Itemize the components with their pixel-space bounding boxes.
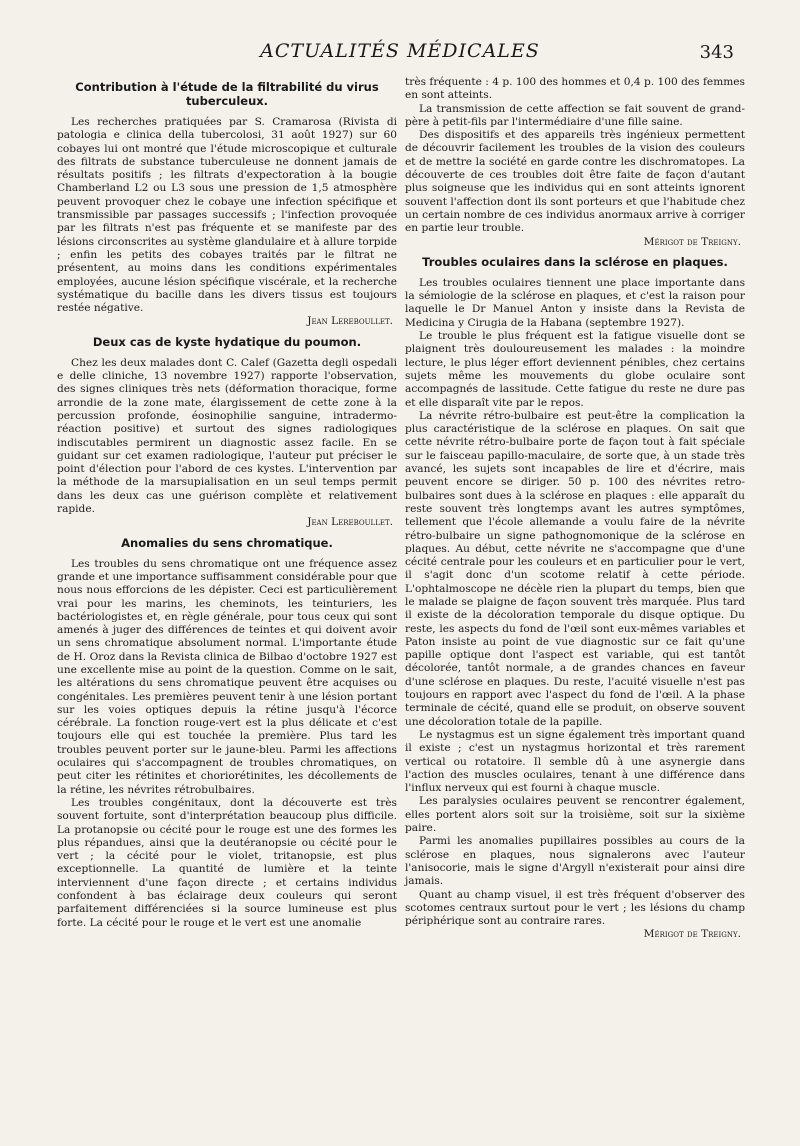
article-paragraph: La transmission de cette affection se fait souvent de grand-père à petit-fils par l'intermédiaire d'une fille saine. — [405, 102, 745, 128]
article-title: Anomalies du sens chromatique. — [121, 535, 333, 550]
article-paragraph: Des dispositifs et des appareils très ingénieux permettent de découvrir facilement les troubles de la vision des couleurs et de mettre la société en garde contre les dischromatopes. La découverte de ces troubles doit être faite de façon d'autant plus soigneuse que les individus qui en sont atteints ignorent souvent l'affection dont ils sont porteurs et que l'habitude chez un certain nombre de ces individus anormaux arrive à corriger en partie leur trouble. — [405, 129, 745, 235]
article-title: Contribution à l'étude de la filtrabilité du virus tuberculeux. — [75, 80, 379, 108]
running-title: ACTUALITÉS MÉDICALES — [260, 40, 540, 62]
article-kyste — [57, 335, 397, 530]
article-paragraph: Les paralysies oculaires peuvent se rencontrer également, elles portent alors soit sur la troisième, soit sur la sixième paire. — [405, 795, 745, 835]
article-author: Mérigot de Treigny. — [643, 928, 741, 941]
article-paragraph: Quant au champ visuel, il est très fréquent d'observer des scotomes centraux surtout pour le vert ; les lésions du champ périphérique sont au contraire rares. — [405, 888, 745, 928]
article-paragraph: La névrite rétro-bulbaire est peut-être la complication la plus caractéristique de la sclérose en plaques. On sait que cette névrite rétro-bulbaire porte de façon tout à fait spéciale sur le faisceau papillo-maculaire, de sorte que, à un stade très avancé, les sujets sont incapables de lire et d'écrire, mais peuvent encore se diriger. 50 p. 100 des névrites retro-bulbaires sont dues à la sclérose en plaques : elle apparaît du reste souvent très longtemps avant les autres symptômes, tellement que l'école allemande a voulu faire de la névrite rétro-bulbaire un signe pathognomonique de la sclérose en plaques. Au début, cette névrite ne s'accompagne que d'une cécité centrale pour les couleurs et en particulier pour le vert, il s'agit donc d'un scotome relatif à cette période. L'ophtalmoscope ne décèle rien la plupart du temps, bien que le malade se plaigne de façon souvent très marquée. Plus tard il existe de la décoloration temporale du disque optique. Du reste, les aspects du fond de l'œil sont eux-mêmes variables et Paton insiste au point de vue diagnostic sur ce fait qu'une papille optique dont l'aspect est variable, qui est tantôt décolorée, tantôt normale, a de grandes chances en faveur d'une sclérose en plaques. Du reste, l'acuité visuelle n'est pas toujours en rapport avec l'aspect du fond de l'œil. A la phase terminale de cécité, quand elle se produit, on observe souvent une décoloration totale de la papille. — [405, 409, 745, 728]
article-paragraph: Parmi les anomalies pupillaires possibles au cours de la sclérose en plaques, nous signalerons avec l'auteur l'anisocorie, mais le signe d'Argyll n'existerait pour ainsi dire jamais. — [405, 835, 745, 888]
article-title: Deux cas de kyste hydatique du poumon. — [92, 334, 362, 349]
article-author: Jean Lereboullet. — [307, 315, 393, 328]
article-paragraph: très fréquente : 4 p. 100 des hommes et 0,4 p. 100 des femmes en sont atteints. — [405, 76, 745, 102]
article-paragraph: Le trouble le plus fréquent est la fatigue visuelle dont se plaignent très douloureusement les malades : la moindre lecture, le plus léger effort deviennent pénibles, chez certains sujets même les mouvements du globe oculaire sont accompagnés de lassitude. Cette fatigue du reste ne dure pas et elle disparaît vite par le repos. — [405, 330, 745, 409]
page-number: 343 — [699, 42, 734, 63]
article-title: Troubles oculaires dans la sclérose en plaques. — [422, 254, 728, 269]
article-paragraph: Les troubles congénitaux, dont la découverte est très souvent fortuite, sont d'interprétation beaucoup plus difficile. La protanopsie ou cécité pour le rouge est une des formes les plus répandues, ainsi que la deutéranopsie ou cécité pour le vert ; la cécité pour le violet, tritanopsie, est plus exceptionnelle. La quantité de lumière et la teinte interviennent d'une façon directe ; et certains individus confondent à bas éclairage deux couleurs qui seront parfaitement différenciées si la source lumineuse est plus forte. La cécité pour le rouge et le vert est une anomalie — [57, 796, 397, 929]
article-paragraph: Les troubles du sens chromatique ont une fréquence assez grande et une importance suffisamment considérable pour que nous nous efforcions de les dépister. Ceci est particulièrement vrai pour les marins, les cheminots, les teinturiers, les bactériologistes et, en règle générale, pour tous ceux qui sont amenés à juger des différences de teintes et qui doivent avoir un sens chromatique absolument normal. L'importante étude de H. Oroz dans la Revista clinica de Bilbao d'octobre 1927 est une excellente mise au point de la question. Comme on le sait, les altérations du sens chromatique peuvent être acquises ou congénitales. Les premières peuvent tenir à une lésion portant sur les voies optiques depuis la rétine jusqu'à l'écorce cérébrale. La fonction rouge-vert est la plus délicate et c'est toujours elle qui est touchée la première. Plus tard les troubles peuvent porter sur le jaune-bleu. Parmi les affections oculaires qui s'accompagnent de troubles chromatiques, on peut citer les rétinites et choriorétinites, les décollements de la rétine, les névrites rétrobulbaires. — [57, 557, 397, 796]
article-filtrabilite — [57, 80, 397, 329]
article-author: Jean Lereboullet. — [307, 516, 393, 529]
article-chromatique — [57, 536, 397, 930]
left-column — [57, 76, 397, 930]
right-column — [405, 76, 745, 948]
article-sclerose — [405, 255, 745, 942]
article-paragraph: Les recherches pratiquées par S. Cramarosa (Rivista di patologia e clinica della tubercolosi, 31 août 1927) sur 60 cobayes lui ont montré que l'étude microscopique et culturale des filtrats de substance tuberculeuse ne donnent jamais de résultats positifs ; les filtrats d'expectoration à la bougie Chamberland L2 ou L3 sous une pression de 1,5 atmosphère peuvent provoquer chez le cobaye une infection spécifique et transmissible par passages successifs ; l'infection provoquée par les filtrats n'est pas fréquente et se manifeste par des lésions circonscrites au système glandulaire et à allure torpide ; enfin les petits des cobayes traités par le filtrat ne présentent, au moins dans les conditions expérimentales employées, aucune lésion spécifique viscérale, et la recherche systématique du bacille dans les divers tissus est toujours restée négative. — [57, 116, 397, 315]
article-paragraph: Chez les deux malades dont C. Calef (Gazetta degli ospedali e delle cliniche, 13 novembre 1927) rapporte l'observation, des signes cliniques très nets (déformation thoracique, forme arrondie de la zone mate, élargissement de cette zone à la percussion profonde, éosinophilie sanguine, intradermo-réaction positive) et surtout des signes radiologiques indiscutables permirent un diagnostic assez facile. En se guidant sur cet examen radiologique, l'auteur put préciser le point d'élection pour l'abord de ces kystes. L'intervention par la méthode de la marsupialisation en un seul temps permit dans les deux cas une guérison complète et relativement rapide. — [57, 356, 397, 516]
article-paragraph: Les troubles oculaires tiennent une place importante dans la sémiologie de la sclérose en plaques, et c'est la raison pour laquelle le Dr Manuel Anton y insiste dans la Revista de Medicina y Cirugia de la Habana (septembre 1927). — [405, 276, 745, 329]
article-author: Mérigot de Treigny. — [643, 235, 741, 248]
article-paragraph: Le nystagmus est un signe également très important quand il existe ; c'est un nystagmus horizontal et très rarement vertical ou rotatoire. Il semble dû à une asynergie dans l'action des muscles oculaires, tenant à une différence dans l'influx nerveux qui est fourni à chaque muscle. — [405, 728, 745, 795]
